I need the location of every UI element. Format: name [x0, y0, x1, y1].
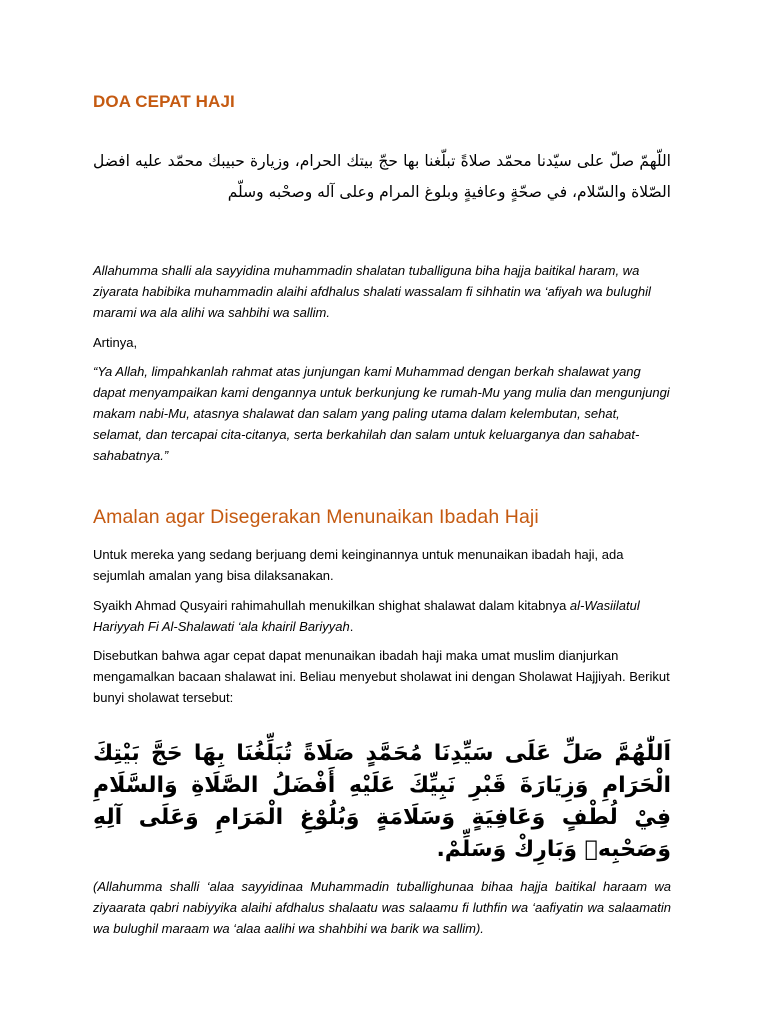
paragraph-3: Disebutkan bahwa agar cepat dapat menunaikan ibadah haji maka umat muslim dianjurkan mengamalkan bacaan shalawat ini. Beliau menyebut sholawat ini dengan Sholawat Hajjiyah. Berikut bunyi sholawat tersebut: — [93, 648, 670, 705]
heading-doa-cepat-haji: DOA CEPAT HAJI — [93, 92, 235, 111]
paragraph-1: Untuk mereka yang sedang berjuang demi keinginannya untuk menunaikan ibadah haji, ada sejumlah amalan yang bisa dilaksanakan. — [93, 547, 624, 583]
arabic-prayer-1: اللّهمّ صلّ على سيّدنا محمّد صلاةً تبلّغنا بها حجّ بيتك الحرام، وزيارة حبيبك محمّد عليه افضل الصّلاة والسّلام، في صحّةٍ وعافيةٍ وبلوغ المرام وعلى آله وصحْبه وسلّم — [93, 152, 671, 201]
paragraph-2 — [93, 595, 671, 637]
arabic-prayer-2: اَللّٰهُمَّ صَلِّ عَلَى سَيِّدِنَا مُحَمَّدٍ صَلَاةً تُبَلِّغُنَا بِهَا حَجَّ بَيْتِكَ الْحَرَامِ وَزِيَارَةَ قَبْرِ نَبِيِّكَ عَلَيْهِ أَفْضَلُ الصَّلَاةِ وَالسَّلَامِ فِيْ لُطْفٍ وَعَافِيَةٍ وَسَلَامَةٍ وَبُلُوْغِ الْمَرَامِ وَعَلَى آلِهِ وَصَحْبِهٖ وَبَارِكْ وَسَلِّمْ. — [93, 741, 671, 862]
paragraph-2-book-title: al-Wasiilatul Hariyyah Fi Al-Shalawati ‘ala khairil Bariyyah — [93, 598, 640, 634]
paragraph-2-text-a: Syaikh Ahmad Qusyairi rahimahullah menukilkan shighat shalawat dalam kitabnya — [93, 598, 570, 613]
transliteration-2: (Allahumma shalli ‘alaa sayyidinaa Muhammadin tuballighunaa bihaa hajja baitikal haraam wa ziyaarata qabri nabiyyika alaihi afdhalus shalaatu was salaamu fi luthfin wa ‘aafiyatin wa salaamatin wa bulughil maraam wa ‘alaa aalihi wa shahbihi wa barik wa sallim). — [93, 879, 671, 936]
paragraph-2-text-c: . — [349, 619, 354, 634]
meaning-1: “Ya Allah, limpahkanlah rahmat atas junjungan kami Muhammad dengan berkah shalawat yang dapat menyampaikan kami dengannya untuk berkunjung ke rumah-Mu yang mulia dan mengunjungi makam nabi-Mu, atasnya shalawat dan salam yang paling utama dalam kelembutan, sehat, selamat, dan tercapai cita-citanya, serta berkahilah dan salam untuk keluarganya dan sahabat-sahabatnya.” — [93, 364, 670, 463]
artinya-label: Artinya, — [93, 335, 138, 350]
heading-amalan: Amalan agar Disegerakan Menunaikan Ibadah Haji — [93, 506, 539, 528]
transliteration-1: Allahumma shalli ala sayyidina muhammadin shalatan tuballiguna biha hajja baitikal haram, wa ziyarata habibika muhammadin alaihi afdhalus shalati wassalam fi sihhatin wa ‘afiyah wa bulughil marami wa ala alihi wa sahbihi wa sallim. — [93, 263, 651, 320]
